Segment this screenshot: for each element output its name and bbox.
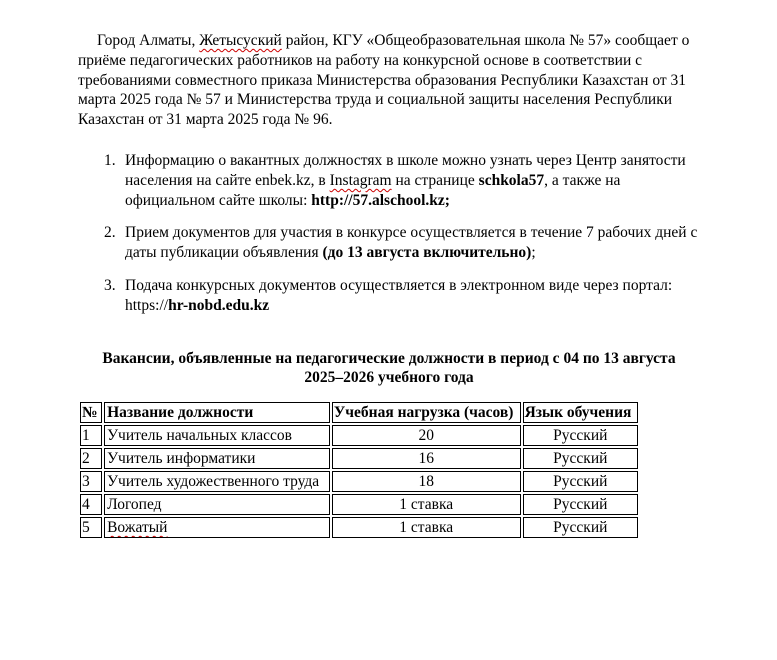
list-item-number: 2. bbox=[104, 224, 116, 242]
text-segment: 1 ставка bbox=[399, 519, 454, 537]
cell-number bbox=[80, 494, 102, 515]
cell-number bbox=[80, 471, 102, 492]
header-number: № bbox=[80, 402, 102, 423]
text-segment: (до 13 августа включительно) bbox=[322, 244, 532, 262]
text-segment: Логопед bbox=[107, 496, 162, 514]
text-segment: hr-nobd.edu.kz bbox=[168, 296, 270, 314]
text-segment: 1 bbox=[82, 427, 90, 445]
text-segment: Учитель художественного труда bbox=[107, 473, 320, 491]
list-item-text bbox=[125, 152, 686, 209]
text-segment: Информацию о вакантных должностях в школе можно узнать через Центр занятости населения на сайте enbek.kz, в bbox=[125, 151, 686, 189]
header-load: Учебная нагрузка (часов) bbox=[332, 402, 521, 423]
list-item-1 bbox=[78, 151, 700, 210]
cell-position bbox=[104, 448, 330, 469]
vacancies-table-body bbox=[80, 425, 638, 538]
vacancies-table-title: Вакансии, объявленные на педагогические должности в период с 04 по 13 августа 2025–2026 учебного года bbox=[102, 349, 676, 387]
cell-position bbox=[104, 425, 330, 446]
cell-position bbox=[104, 494, 330, 515]
misspelled-word: Instagram bbox=[329, 171, 392, 189]
cell-number bbox=[80, 425, 102, 446]
cell-position bbox=[104, 517, 330, 538]
table-row bbox=[80, 517, 638, 538]
cell-language bbox=[523, 448, 638, 469]
vacancies-table bbox=[78, 400, 640, 540]
text-segment: район, КГУ «Общеобразовательная школа № 57» сообщает о приёме педагогических работников на работу на конкурсной основе в соответствии с требованиями совместного приказа Министерства образования Республики Казахстан от 31 марта 2025 года № 57 и Министерства труда и социальной защиты населения Республики Казахстан от 31 марта 2025 года № 96. bbox=[78, 32, 690, 129]
cell-number bbox=[80, 517, 102, 538]
text-segment: Учитель начальных классов bbox=[107, 427, 292, 445]
cell-load bbox=[332, 448, 521, 469]
text-segment: Подача конкурсных документов осуществляется в электронном виде через портал: https:// bbox=[125, 276, 673, 314]
text-segment: http://57.alschool.kz; bbox=[311, 191, 450, 209]
cell-language bbox=[523, 425, 638, 446]
cell-language bbox=[523, 471, 638, 492]
cell-language bbox=[523, 494, 638, 515]
header-language: Язык обучения bbox=[523, 402, 638, 423]
text-segment: , а также на официальном сайте школы: bbox=[125, 171, 621, 209]
text-segment: 1 ставка bbox=[399, 496, 454, 514]
text-segment: Русский bbox=[553, 427, 608, 445]
table-row bbox=[80, 494, 638, 515]
cell-load bbox=[332, 471, 521, 492]
text-segment: 18 bbox=[418, 473, 434, 491]
text-segment: на странице bbox=[391, 171, 479, 189]
vacancies-table-header bbox=[80, 402, 638, 423]
text-segment: 4 bbox=[82, 496, 90, 514]
text-segment: 2 bbox=[82, 450, 90, 468]
text-segment: Русский bbox=[553, 450, 608, 468]
text-segment: Прием документов для участия в конкурсе осуществляется в течение 7 рабочих дней с даты публикации объявления bbox=[125, 224, 698, 262]
text-segment: Учитель информатики bbox=[107, 450, 256, 468]
list-item-text bbox=[125, 277, 672, 314]
text-segment: 20 bbox=[418, 427, 434, 445]
table-header-row bbox=[80, 402, 638, 423]
table-row bbox=[80, 425, 638, 446]
table-row bbox=[80, 471, 638, 492]
header-position: Название должности bbox=[104, 402, 330, 423]
text-segment: 16 bbox=[418, 450, 434, 468]
cell-number bbox=[80, 448, 102, 469]
text-segment: 3 bbox=[82, 473, 90, 491]
text-segment: Русский bbox=[553, 519, 608, 537]
text-segment: schkola57 bbox=[478, 171, 545, 189]
cell-load bbox=[332, 494, 521, 515]
cell-load bbox=[332, 517, 521, 538]
text-segment: ; bbox=[531, 244, 536, 262]
list-item-number: 3. bbox=[104, 276, 116, 294]
list-item-number: 1. bbox=[104, 151, 116, 169]
text-segment: Город Алматы, bbox=[97, 32, 200, 49]
intro-paragraph bbox=[78, 31, 700, 130]
text-segment: Русский bbox=[553, 496, 608, 514]
cell-load bbox=[332, 425, 521, 446]
numbered-list bbox=[78, 151, 700, 316]
cell-language bbox=[523, 517, 638, 538]
list-item-2 bbox=[78, 223, 700, 263]
list-item-text bbox=[125, 224, 697, 261]
list-item-3 bbox=[78, 276, 700, 316]
misspelled-word: Жетысуский bbox=[199, 32, 282, 49]
text-segment: Русский bbox=[553, 473, 608, 491]
misspelled-word: Вожатый bbox=[107, 519, 168, 537]
text-segment: 5 bbox=[82, 519, 90, 537]
table-row bbox=[80, 448, 638, 469]
cell-position bbox=[104, 471, 330, 492]
